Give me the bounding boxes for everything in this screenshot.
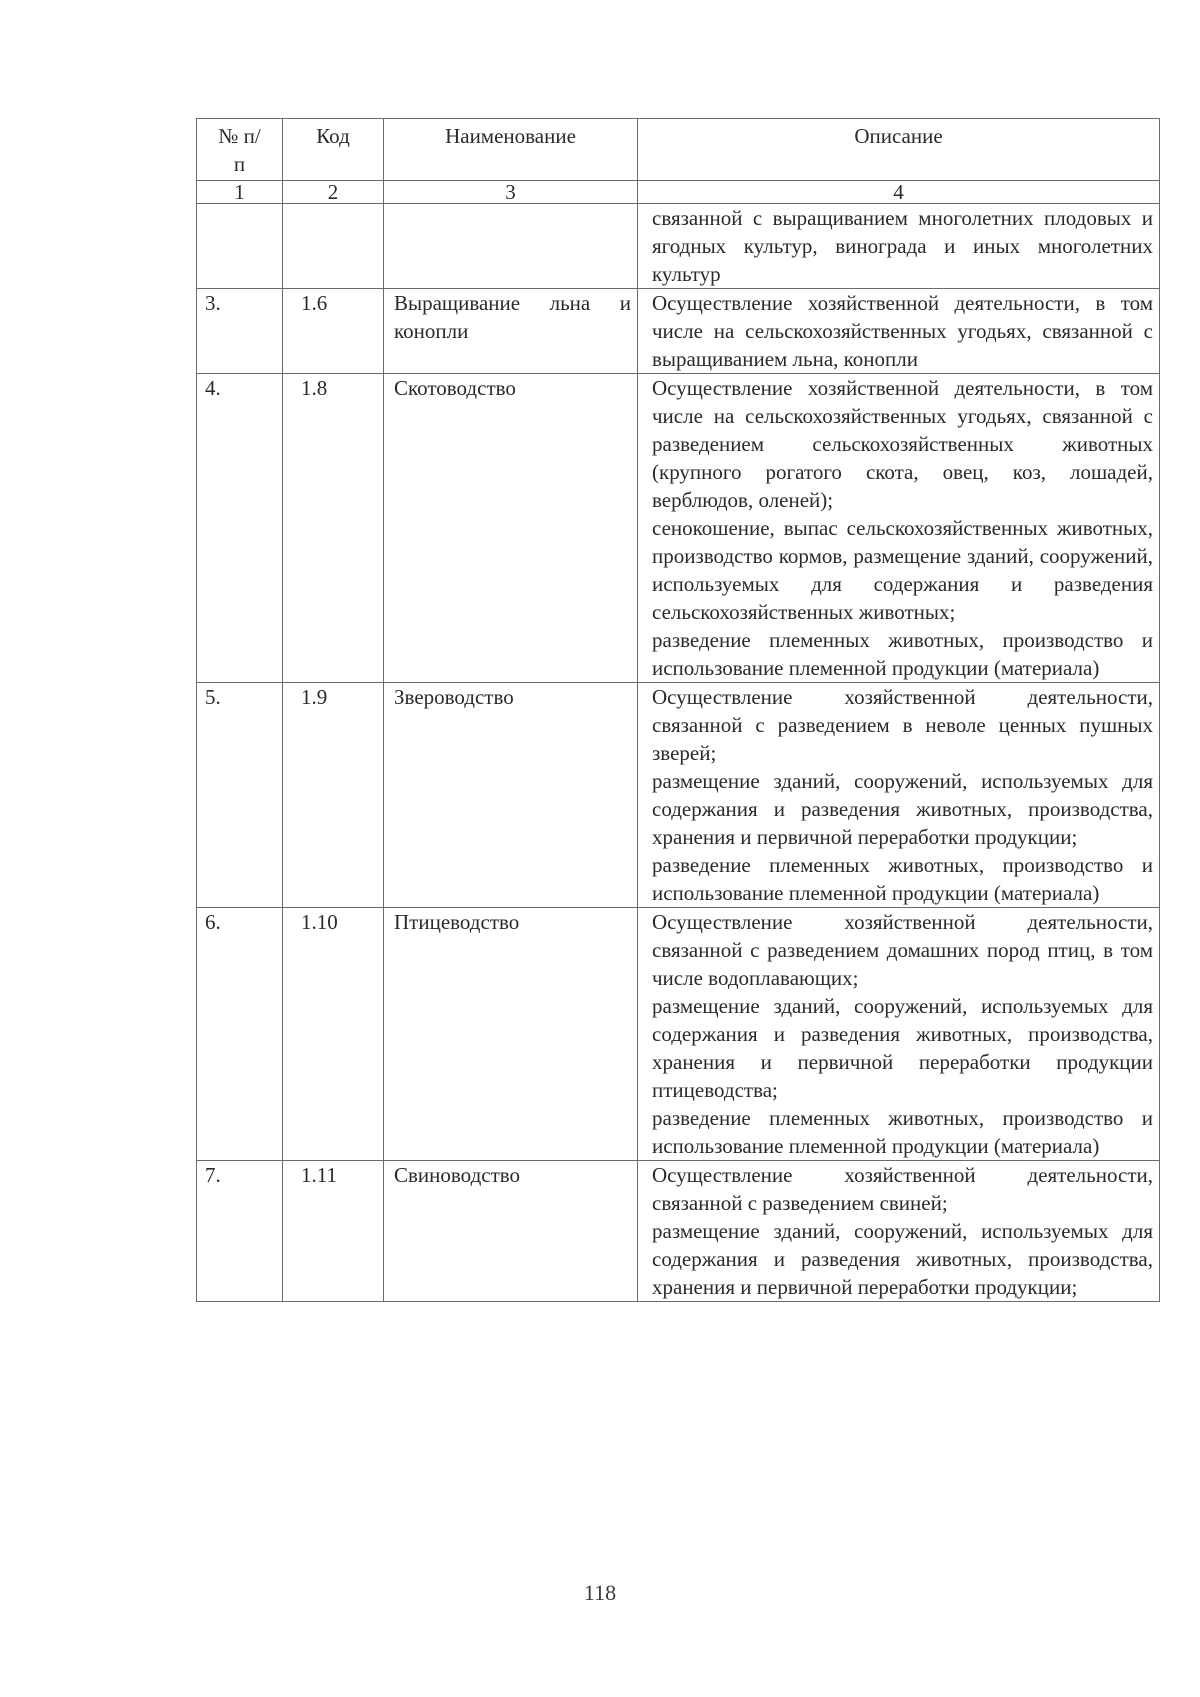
row-name: Звероводство (384, 683, 638, 908)
row-code: 1.11 (283, 1161, 384, 1302)
description-paragraph: Осуществление хозяйственной деятельности, связанной с разведением свиней; (652, 1163, 1153, 1215)
table-row (197, 374, 1160, 683)
column-number: 2 (283, 181, 384, 204)
row-description (638, 374, 1160, 683)
row-name: Птицеводство (384, 908, 638, 1161)
row-code: 1.9 (283, 683, 384, 908)
row-number: 4. (197, 374, 283, 683)
description-paragraph: размещение зданий, сооружений, используемых для содержания и разведения животных, производства, хранения и первичной переработки продукции птицеводства; (652, 994, 1153, 1102)
page-number: 118 (583, 1580, 617, 1605)
row-name: Свиноводство (384, 1161, 638, 1302)
column-number: 4 (638, 181, 1160, 204)
description-paragraph: сенокошение, выпас сельскохозяйственных животных, производство кормов, размещение зданий, сооружений, используемых для содержания и разведения сельскохозяйственных животных; (652, 516, 1153, 624)
row-name: Скотоводство (384, 374, 638, 683)
row-name (384, 204, 638, 289)
row-description (638, 908, 1160, 1161)
table-row (197, 204, 1160, 289)
description-paragraph: Осуществление хозяйственной деятельности, в том числе на сельскохозяйственных угодьях, связанной с разведением сельскохозяйственных животных (крупного рогатого скота, овец, коз, лошадей, верблюдов, оленей); (652, 376, 1153, 512)
row-number: 6. (197, 908, 283, 1161)
column-number: 1 (197, 181, 283, 204)
header-num: № п/п (197, 119, 283, 181)
table-row (197, 289, 1160, 374)
row-code: 1.6 (283, 289, 384, 374)
description-paragraph: размещение зданий, сооружений, используемых для содержания и разведения животных, производства, хранения и первичной переработки продукции; (652, 769, 1153, 849)
row-code (283, 204, 384, 289)
description-paragraph: Осуществление хозяйственной деятельности, связанной с разведением в неволе ценных пушных зверей; (652, 685, 1153, 765)
description-paragraph: связанной с выращиванием многолетних плодовых и ягодных культур, винограда и иных многолетних культур (652, 206, 1153, 286)
row-code: 1.10 (283, 908, 384, 1161)
row-name: Выращивание льна и конопли (384, 289, 638, 374)
header-description: Описание (638, 119, 1160, 181)
description-paragraph: размещение зданий, сооружений, используемых для содержания и разведения животных, производства, хранения и первичной переработки продукции; (652, 1219, 1153, 1299)
row-description (638, 683, 1160, 908)
description-paragraph: разведение племенных животных, производство и использование племенной продукции (материала) (652, 628, 1153, 680)
row-description (638, 289, 1160, 374)
table-row (197, 1161, 1160, 1302)
header-name: Наименование (384, 119, 638, 181)
column-number: 3 (384, 181, 638, 204)
row-number: 3. (197, 289, 283, 374)
row-description (638, 204, 1160, 289)
row-number: 5. (197, 683, 283, 908)
header-code: Код (283, 119, 384, 181)
table-row (197, 908, 1160, 1161)
land-use-table (196, 118, 1160, 1302)
description-paragraph: разведение племенных животных, производство и использование племенной продукции (материала) (652, 1106, 1153, 1158)
description-paragraph: Осуществление хозяйственной деятельности, в том числе на сельскохозяйственных угодьях, связанной с выращиванием льна, конопли (652, 291, 1153, 371)
row-code: 1.8 (283, 374, 384, 683)
row-description (638, 1161, 1160, 1302)
table-row (197, 683, 1160, 908)
header-row (197, 119, 1160, 181)
row-number: 7. (197, 1161, 283, 1302)
description-paragraph: разведение племенных животных, производство и использование племенной продукции (материала) (652, 853, 1153, 905)
description-paragraph: Осуществление хозяйственной деятельности, связанной с разведением домашних пород птиц, в том числе водоплавающих; (652, 910, 1153, 990)
row-number (197, 204, 283, 289)
column-number-row (197, 181, 1160, 204)
